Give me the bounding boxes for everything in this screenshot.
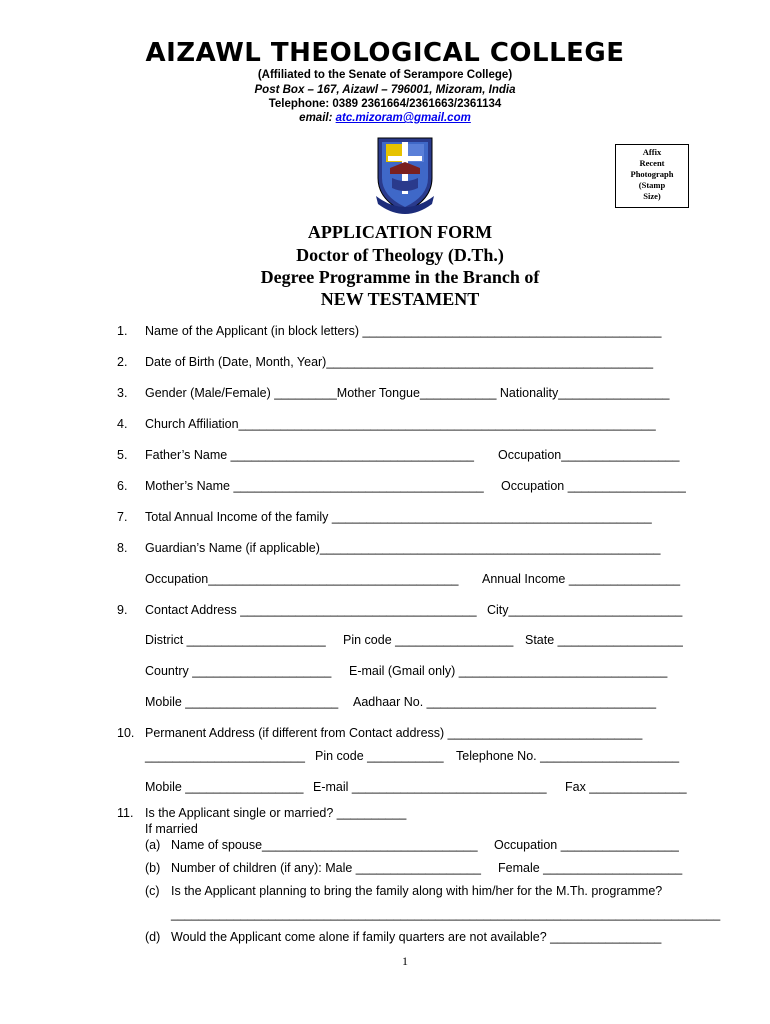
program-name: Doctor of Theology (D.Th.) (296, 245, 504, 265)
come-alone-field[interactable]: Would the Applicant come alone if family quarters are not available? ________________ (171, 930, 662, 944)
father-occupation-field[interactable]: Occupation_________________ (498, 448, 680, 462)
branch-name: NEW TESTAMENT (320, 289, 480, 309)
item-number: 5. (117, 448, 128, 462)
email-field[interactable]: E-mail (Gmail only) ______________________________ (349, 664, 668, 678)
guardian-income-field[interactable]: Annual Income ________________ (482, 572, 681, 586)
item-number: 10. (117, 726, 135, 740)
applicant-name-field[interactable]: Name of the Applicant (in block letters) ___________________________________________ (145, 324, 662, 338)
permanent-mobile-field[interactable]: Mobile _________________ (145, 780, 304, 794)
sub-item-label: (b) (145, 861, 161, 875)
form-title: APPLICATION FORM (307, 222, 493, 242)
sub-item-label: (d) (145, 930, 161, 944)
item-number: 2. (117, 355, 128, 369)
permanent-email-field[interactable]: E-mail ____________________________ (313, 780, 547, 794)
spouse-name-field[interactable]: Name of spouse_______________________________ (171, 838, 478, 852)
country-field[interactable]: Country ____________________ (145, 664, 332, 678)
marital-status-field[interactable]: Is the Applicant single or married? __________ (145, 806, 407, 820)
date-of-birth-field[interactable]: Date of Birth (Date, Month, Year)_______________________________________________ (145, 355, 654, 369)
aadhaar-field[interactable]: Aadhaar No. _________________________________ (353, 695, 657, 709)
item-number: 7. (117, 510, 128, 524)
postal-address: Post Box – 167, Aizawl – 796001, Mizoram, India (254, 84, 516, 96)
email-line: email: atc.mizoram@gmail.com (299, 112, 471, 124)
mother-name-field[interactable]: Mother’s Name ____________________________________ (145, 479, 484, 493)
sub-item-label: (c) (145, 884, 160, 898)
contact-address-field[interactable]: Contact Address __________________________________ (145, 603, 477, 617)
program-branch-label: Degree Programme in the Branch of (260, 267, 540, 287)
pin-code-field[interactable]: Pin code _________________ (343, 633, 514, 647)
fax-field[interactable]: Fax ______________ (565, 780, 687, 794)
telephone-field[interactable]: Telephone No. ____________________ (456, 749, 680, 763)
family-along-question: Is the Applicant planning to bring the family along with him/her for the M.Th. programme? (171, 884, 663, 898)
family-income-field[interactable]: Total Annual Income of the family ______________________________________________ (145, 510, 652, 524)
father-name-field[interactable]: Father’s Name ___________________________________ (145, 448, 474, 462)
email-label: email (299, 112, 329, 124)
item-number: 1. (117, 324, 128, 338)
sub-item-label: (a) (145, 838, 161, 852)
affiliation-text: (Affiliated to the Senate of Serampore College) (257, 69, 513, 81)
item-number: 4. (117, 417, 128, 431)
gender-tongue-nationality-field[interactable]: Gender (Male/Female) _________Mother Tongue___________ Nationality________________ (145, 386, 670, 400)
if-married-label: If married (145, 822, 198, 836)
college-crest-logo (372, 134, 438, 216)
guardian-name-field[interactable]: Guardian’s Name (if applicable)_________________________________________________ (145, 541, 661, 555)
mother-occupation-field[interactable]: Occupation _________________ (501, 479, 686, 493)
item-number: 11. (117, 806, 134, 820)
college-name: AIZAWL THEOLOGICAL COLLEGE (145, 38, 625, 68)
church-affiliation-field[interactable]: Church Affiliation____________________________________________________________ (145, 417, 656, 431)
guardian-occupation-field[interactable]: Occupation____________________________________ (145, 572, 459, 586)
telephone-text: Telephone: 0389 2361664/2361663/2361134 (268, 98, 502, 110)
mobile-field[interactable]: Mobile ______________________ (145, 695, 339, 709)
email-link[interactable]: atc.mizoram@gmail.com (335, 112, 471, 124)
state-field[interactable]: State __________________ (525, 633, 683, 647)
city-field[interactable]: City_________________________ (487, 603, 683, 617)
page-number: 1 (402, 954, 408, 968)
children-male-field[interactable]: Number of children (if any): Male __________________ (171, 861, 481, 875)
item-number: 8. (117, 541, 128, 555)
permanent-pin-code-field[interactable]: Pin code ___________ (315, 749, 444, 763)
district-field[interactable]: District ____________________ (145, 633, 326, 647)
item-number: 6. (117, 479, 128, 493)
spouse-occupation-field[interactable]: Occupation _________________ (494, 838, 679, 852)
permanent-address-field[interactable]: Permanent Address (if different from Contact address) ____________________________ (145, 726, 643, 740)
item-number: 3. (117, 386, 128, 400)
affix-photograph-box: Affix Recent Photograph (Stamp Size) (615, 144, 689, 208)
children-female-field[interactable]: Female ____________________ (498, 861, 683, 875)
family-along-answer-field[interactable]: _______________________________________________________________________________ (171, 907, 721, 921)
item-number: 9. (117, 603, 128, 617)
permanent-address-line2[interactable]: _______________________ (145, 749, 305, 763)
